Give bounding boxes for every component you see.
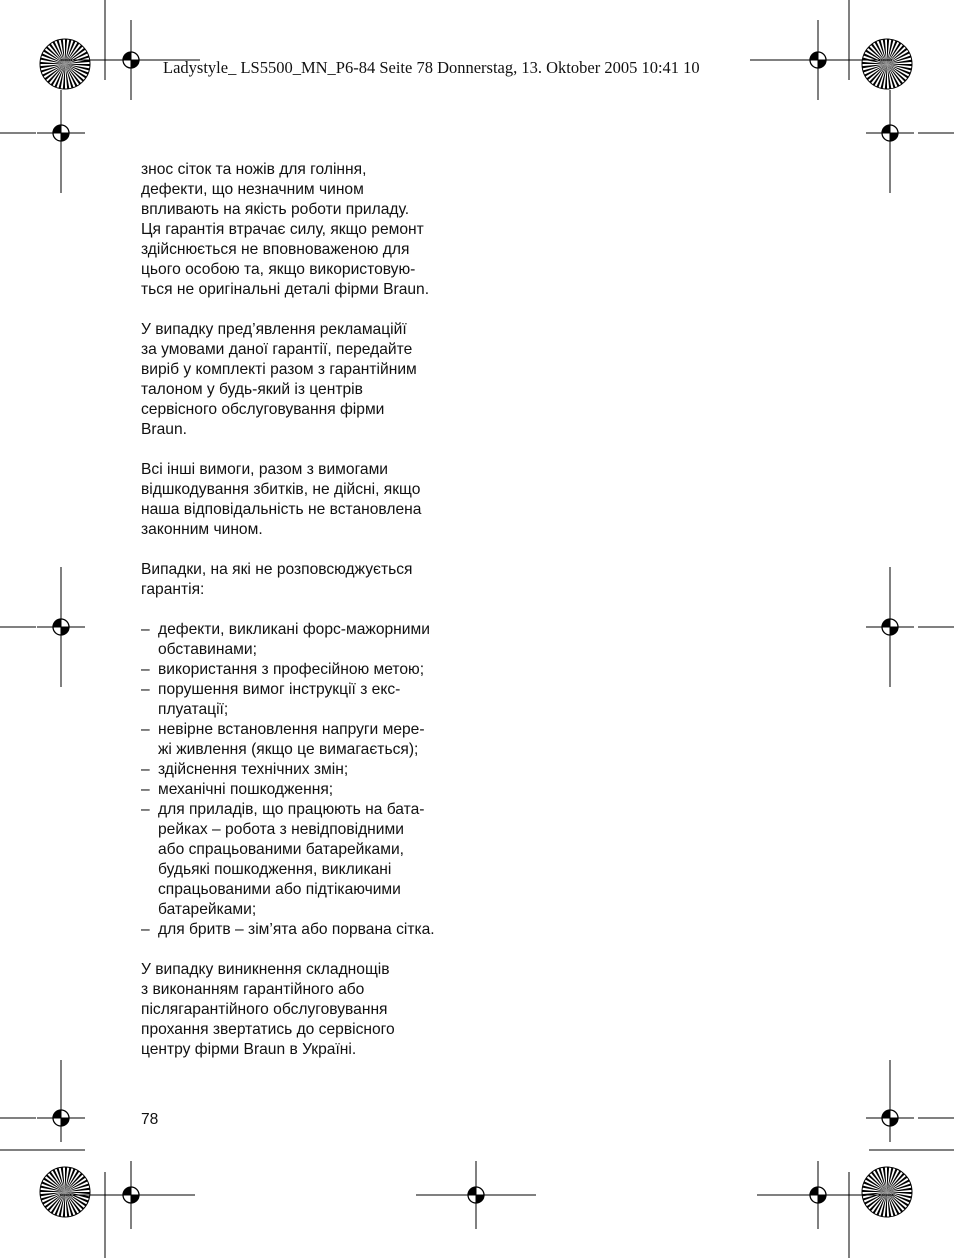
list-dash: – bbox=[141, 921, 150, 938]
list-dash: – bbox=[141, 721, 150, 738]
paragraph-claims: У випадку пред’явлення рекламаційї за умовами даної гарантії, передайте виріб у комплекті разом з гарантійним талоном у будь-який із центрів сервісного обслуговування фірми Braun. bbox=[141, 321, 417, 438]
list-dash: – bbox=[141, 681, 150, 698]
exclusions-list bbox=[141, 620, 476, 940]
list-dash: – bbox=[141, 661, 150, 678]
starburst-icon bbox=[40, 39, 90, 89]
list-item: – дефекти, викликані форс-мажорними обставинами; bbox=[141, 621, 430, 658]
page-number: 78 bbox=[141, 1111, 159, 1128]
starburst-icon bbox=[862, 1167, 912, 1217]
list-item: – здійснення технічних змін; bbox=[141, 761, 349, 778]
paragraph-wear-defects: знос сіток та ножів для гоління, дефекти, що незначним чином впливають на якість роботи приладу. Ця гарантія втрачає силу, якщо ремонт здійснюється не вповноваженою для цього особою та, якщо використовую- ться не оригінальні деталі фірми Braun. bbox=[141, 161, 430, 298]
list-item: – для бритв – зім’ята або порвана сітка. bbox=[141, 921, 435, 938]
list-dash: – bbox=[141, 801, 150, 818]
paragraph-service-contact: У випадку виникнення складнощів з виконанням гарантійного або післягарантійного обслуговування прохання звертатись до сервісного центру фірми Braun в Україні. bbox=[141, 961, 395, 1058]
starburst-icon bbox=[40, 1167, 90, 1217]
body-text bbox=[141, 160, 476, 1080]
list-item: – невірне встановлення напруги мере- жі живлення (якщо це вимагається); bbox=[141, 721, 425, 758]
list-item: – механічні пошкодження; bbox=[141, 781, 334, 798]
list-dash: – bbox=[141, 621, 150, 638]
list-item: – для приладів, що працюють на бата- рейках – робота з невідповідними або спрацьованими батарейками, будьякі пошкодження, викликані спрацьованими або підтікаючими батарейками; bbox=[141, 801, 425, 918]
list-item: – використання з професійною метою; bbox=[141, 661, 425, 678]
starburst-icon bbox=[862, 39, 912, 89]
paragraph-exclusions-intro: Випадки, на які не розповсюджується гарантія: bbox=[141, 561, 413, 598]
paragraph-other-claims: Всі інші вимоги, разом з вимогами відшкодування збитків, не дійсні, якщо наша відповідальність не встановлена законним чином. bbox=[141, 461, 422, 538]
list-item: – порушення вимог інструкції з екс- плуатації; bbox=[141, 681, 401, 718]
print-slug-header: Ladystyle_ LS5500_MN_P6-84 Seite 78 Donnerstag, 13. Oktober 2005 10:41 10 bbox=[163, 58, 700, 77]
list-dash: – bbox=[141, 761, 150, 778]
list-dash: – bbox=[141, 781, 150, 798]
